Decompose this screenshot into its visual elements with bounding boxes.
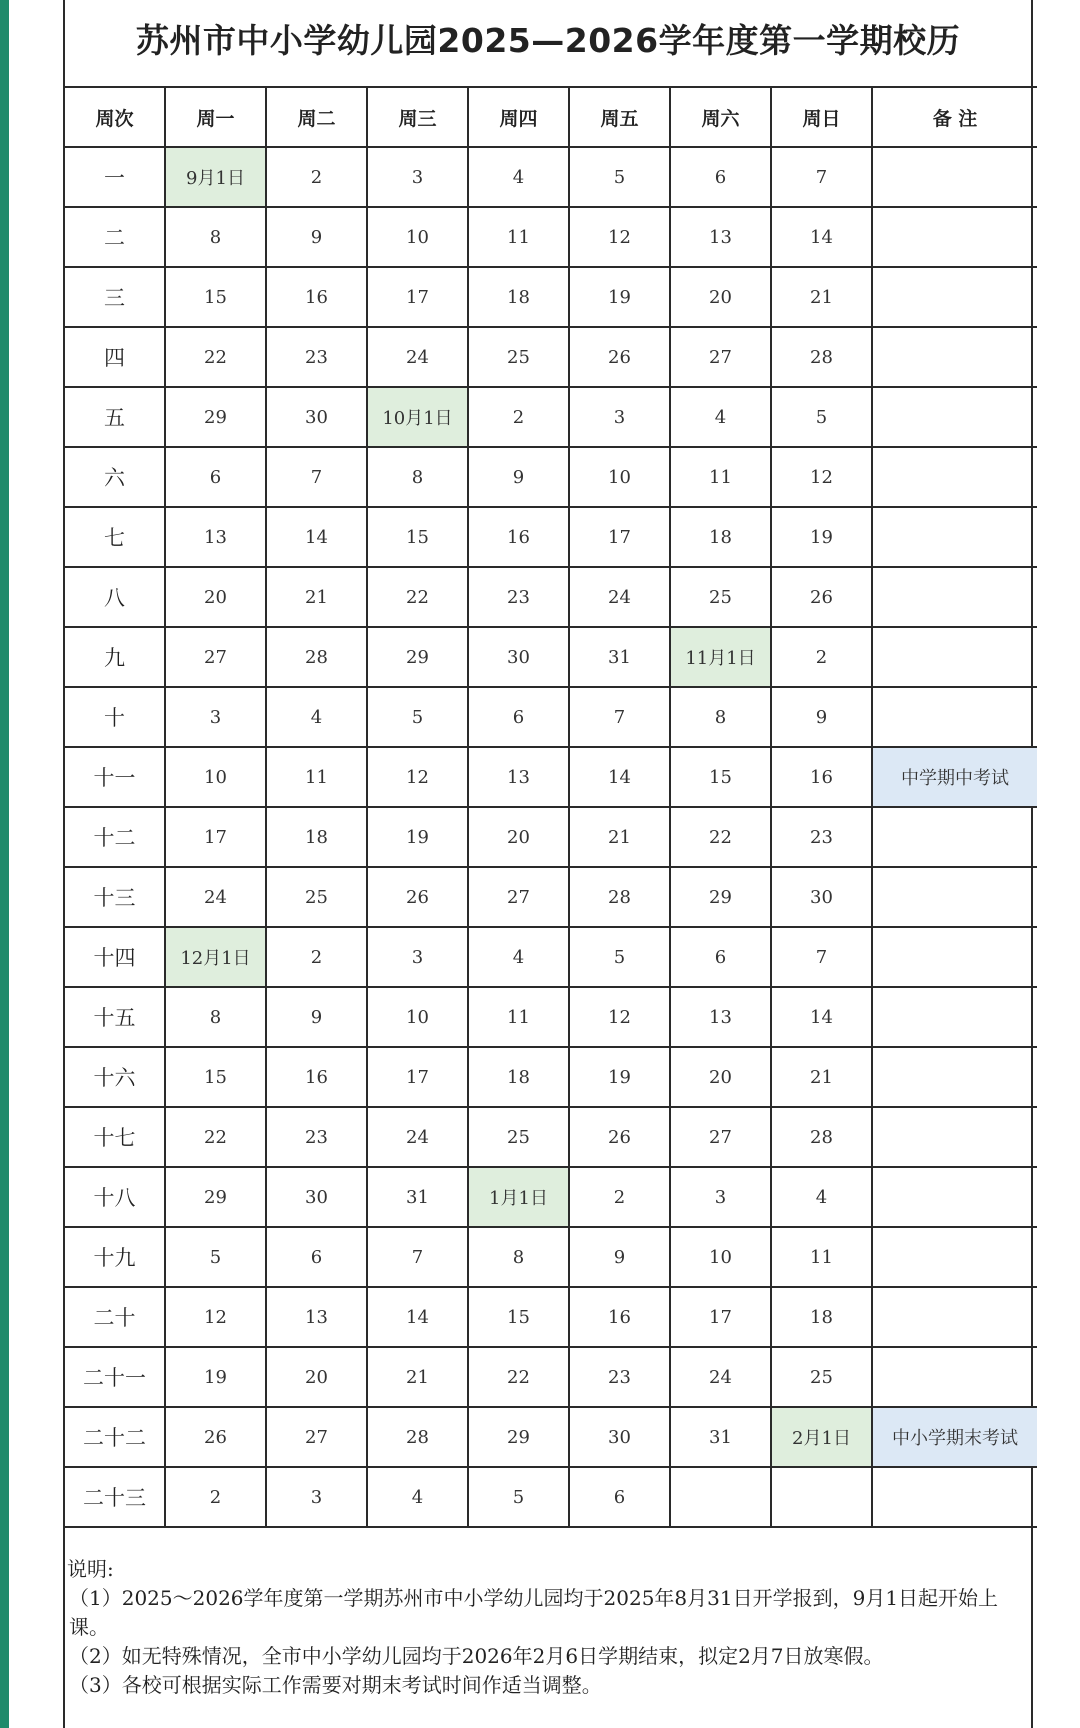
day-cell: 2: [266, 147, 367, 207]
week-number-cell: 二十三: [65, 1467, 165, 1527]
day-cell: 29: [165, 387, 266, 447]
week-row: [65, 327, 1037, 387]
day-cell: 2: [468, 387, 569, 447]
day-cell: 21: [771, 267, 872, 327]
week-number-cell: 十四: [65, 927, 165, 987]
day-cell: 9: [569, 1227, 670, 1287]
day-cell: 8: [468, 1227, 569, 1287]
note-cell: [872, 1047, 1037, 1107]
note-cell: [872, 1467, 1037, 1527]
note-cell: [872, 987, 1037, 1047]
day-cell: 19: [569, 1047, 670, 1107]
note-cell: [872, 447, 1037, 507]
week-number-cell: 九: [65, 627, 165, 687]
week-row: [65, 807, 1037, 867]
day-cell: 29: [367, 627, 468, 687]
week-row: [65, 1107, 1037, 1167]
day-cell: 18: [266, 807, 367, 867]
day-cell: 11: [468, 207, 569, 267]
note-cell: [872, 387, 1037, 447]
day-cell: 5: [569, 927, 670, 987]
day-cell: 8: [367, 447, 468, 507]
day-cell: 16: [771, 747, 872, 807]
day-cell: 28: [266, 627, 367, 687]
day-cell: 28: [771, 1107, 872, 1167]
week-number-cell: 二十二: [65, 1407, 165, 1467]
day-cell: 12: [569, 987, 670, 1047]
day-cell: 4: [468, 147, 569, 207]
day-cell: 11: [266, 747, 367, 807]
header-tue: 周二: [266, 87, 367, 147]
day-cell: 29: [165, 1167, 266, 1227]
note-cell: [872, 807, 1037, 867]
day-cell: 25: [771, 1347, 872, 1407]
day-cell: 23: [266, 1107, 367, 1167]
day-cell: 21: [367, 1347, 468, 1407]
week-number-cell: 四: [65, 327, 165, 387]
day-cell: 10: [165, 747, 266, 807]
week-number-cell: 二十: [65, 1287, 165, 1347]
note-cell: [872, 1167, 1037, 1227]
note-cell: [872, 567, 1037, 627]
day-cell: 30: [771, 867, 872, 927]
day-cell: 28: [367, 1407, 468, 1467]
day-cell: 13: [670, 207, 771, 267]
day-cell: 15: [468, 1287, 569, 1347]
day-cell: 27: [165, 627, 266, 687]
week-row: [65, 1467, 1037, 1527]
note-line-3: （3）各校可根据实际工作需要对期末考试时间作适当调整。: [69, 1673, 602, 1697]
day-cell: 7: [569, 687, 670, 747]
day-cell: 16: [569, 1287, 670, 1347]
header-thu: 周四: [468, 87, 569, 147]
day-cell: 20: [165, 567, 266, 627]
day-cell: 15: [165, 267, 266, 327]
week-row: [65, 507, 1037, 567]
day-cell: 31: [670, 1407, 771, 1467]
day-cell: 30: [266, 1167, 367, 1227]
note-cell: [872, 507, 1037, 567]
week-row: [65, 147, 1037, 207]
day-cell: 22: [165, 327, 266, 387]
week-number-cell: 三: [65, 267, 165, 327]
day-cell: 16: [266, 267, 367, 327]
header-fri: 周五: [569, 87, 670, 147]
day-cell: 5: [569, 147, 670, 207]
week-number-cell: 十八: [65, 1167, 165, 1227]
header-week: 周次: [65, 87, 165, 147]
day-cell: 4: [266, 687, 367, 747]
note-cell: [872, 627, 1037, 687]
note-cell: [872, 687, 1037, 747]
day-cell: 9: [771, 687, 872, 747]
day-cell: 26: [367, 867, 468, 927]
week-number-cell: 十三: [65, 867, 165, 927]
week-row: [65, 987, 1037, 1047]
day-cell: 22: [367, 567, 468, 627]
day-cell: 12: [165, 1287, 266, 1347]
day-cell: 11: [670, 447, 771, 507]
day-cell: 24: [367, 1107, 468, 1167]
week-row: [65, 1347, 1037, 1407]
week-number-cell: 七: [65, 507, 165, 567]
week-number-cell: 十: [65, 687, 165, 747]
week-number-cell: 十七: [65, 1107, 165, 1167]
day-cell: 5: [367, 687, 468, 747]
day-cell: 2: [266, 927, 367, 987]
day-cell: 15: [670, 747, 771, 807]
week-number-cell: 十五: [65, 987, 165, 1047]
day-cell: 30: [468, 627, 569, 687]
day-cell: 12: [771, 447, 872, 507]
week-row: [65, 387, 1037, 447]
day-cell: 19: [165, 1347, 266, 1407]
day-cell: 24: [367, 327, 468, 387]
day-cell: 9: [266, 987, 367, 1047]
day-cell: 13: [165, 507, 266, 567]
day-cell: 3: [266, 1467, 367, 1527]
week-row: [65, 687, 1037, 747]
day-cell: 6: [670, 927, 771, 987]
note-cell: [872, 1287, 1037, 1347]
day-cell: 14: [569, 747, 670, 807]
week-number-cell: 二十一: [65, 1347, 165, 1407]
day-cell: 15: [367, 507, 468, 567]
header-sun: 周日: [771, 87, 872, 147]
week-row: [65, 1287, 1037, 1347]
day-cell: 30: [569, 1407, 670, 1467]
day-cell: 24: [165, 867, 266, 927]
day-cell: 11: [771, 1227, 872, 1287]
header-wed: 周三: [367, 87, 468, 147]
day-cell: 14: [367, 1287, 468, 1347]
day-cell: 4: [771, 1167, 872, 1227]
day-cell: 13: [670, 987, 771, 1047]
week-number-cell: 十九: [65, 1227, 165, 1287]
day-cell: 18: [468, 267, 569, 327]
day-cell: 20: [670, 1047, 771, 1107]
note-line-1: （1）2025～2026学年度第一学期苏州市中小学幼儿园均于2025年8月31日开学报到，9月1日起开始上课。: [69, 1586, 999, 1639]
day-cell: 22: [670, 807, 771, 867]
day-cell: 3: [367, 927, 468, 987]
day-cell: [670, 1467, 771, 1527]
day-cell: 29: [670, 867, 771, 927]
day-cell: 23: [569, 1347, 670, 1407]
day-cell: 30: [266, 387, 367, 447]
day-cell: 7: [367, 1227, 468, 1287]
day-cell: 18: [468, 1047, 569, 1107]
note-cell: [872, 327, 1037, 387]
calendar-body: [65, 147, 1037, 1527]
week-number-cell: 六: [65, 447, 165, 507]
week-number-cell: 一: [65, 147, 165, 207]
week-row: [65, 1227, 1037, 1287]
day-cell: 18: [670, 507, 771, 567]
day-cell: 10: [569, 447, 670, 507]
day-cell: 12: [367, 747, 468, 807]
day-cell: 6: [165, 447, 266, 507]
day-cell: 3: [670, 1167, 771, 1227]
note-cell: [872, 1347, 1037, 1407]
day-cell: 3: [165, 687, 266, 747]
week-row: [65, 1167, 1037, 1227]
day-cell: 28: [569, 867, 670, 927]
day-cell: 7: [771, 147, 872, 207]
day-cell: 3: [569, 387, 670, 447]
day-cell: 26: [771, 567, 872, 627]
day-cell: 26: [165, 1407, 266, 1467]
note-cell: [872, 867, 1037, 927]
note-cell: 中小学期末考试: [872, 1407, 1037, 1467]
day-cell: 18: [771, 1287, 872, 1347]
day-cell: 17: [367, 1047, 468, 1107]
day-cell: 21: [771, 1047, 872, 1107]
day-cell: 31: [367, 1167, 468, 1227]
day-cell: 22: [468, 1347, 569, 1407]
day-cell: 31: [569, 627, 670, 687]
note-cell: [872, 1227, 1037, 1287]
day-cell: 27: [468, 867, 569, 927]
week-row: [65, 267, 1037, 327]
day-cell: 7: [266, 447, 367, 507]
day-cell: 27: [670, 1107, 771, 1167]
day-cell: 6: [569, 1467, 670, 1527]
week-row: [65, 1407, 1037, 1467]
day-cell: 9: [468, 447, 569, 507]
note-cell: [872, 1107, 1037, 1167]
day-cell: 16: [468, 507, 569, 567]
day-cell: 5: [165, 1227, 266, 1287]
left-accent-bar: [0, 0, 9, 1728]
week-row: [65, 567, 1037, 627]
school-calendar-table: [65, 86, 1037, 1528]
day-cell: 25: [266, 867, 367, 927]
day-cell: 17: [367, 267, 468, 327]
month-start-cell: 11月1日: [670, 627, 771, 687]
notes-section: [65, 1555, 1031, 1700]
day-cell: 10: [367, 207, 468, 267]
day-cell: 10: [670, 1227, 771, 1287]
note-cell: [872, 927, 1037, 987]
day-cell: 27: [266, 1407, 367, 1467]
day-cell: 25: [468, 327, 569, 387]
day-cell: 24: [670, 1347, 771, 1407]
week-number-cell: 二: [65, 207, 165, 267]
week-row: [65, 867, 1037, 927]
day-cell: 2: [569, 1167, 670, 1227]
day-cell: 27: [670, 327, 771, 387]
week-row: [65, 207, 1037, 267]
day-cell: 23: [468, 567, 569, 627]
day-cell: 20: [266, 1347, 367, 1407]
day-cell: 15: [165, 1047, 266, 1107]
week-number-cell: 五: [65, 387, 165, 447]
header-row: [65, 87, 1037, 147]
month-start-cell: 10月1日: [367, 387, 468, 447]
note-line-2: （2）如无特殊情况，全市中小学幼儿园均于2026年2月6日学期结束，拟定2月7日放寒假。: [69, 1644, 884, 1668]
month-start-cell: 12月1日: [165, 927, 266, 987]
note-cell: [872, 147, 1037, 207]
month-start-cell: 1月1日: [468, 1167, 569, 1227]
week-row: [65, 747, 1037, 807]
day-cell: 8: [670, 687, 771, 747]
day-cell: 7: [771, 927, 872, 987]
month-start-cell: 9月1日: [165, 147, 266, 207]
day-cell: 14: [771, 987, 872, 1047]
day-cell: [771, 1467, 872, 1527]
day-cell: 26: [569, 327, 670, 387]
day-cell: 26: [569, 1107, 670, 1167]
day-cell: 8: [165, 987, 266, 1047]
week-number-cell: 十六: [65, 1047, 165, 1107]
day-cell: 14: [266, 507, 367, 567]
day-cell: 10: [367, 987, 468, 1047]
day-cell: 13: [266, 1287, 367, 1347]
day-cell: 4: [367, 1467, 468, 1527]
day-cell: 22: [165, 1107, 266, 1167]
header-mon: 周一: [165, 87, 266, 147]
day-cell: 28: [771, 327, 872, 387]
day-cell: 13: [468, 747, 569, 807]
week-row: [65, 447, 1037, 507]
day-cell: 19: [569, 267, 670, 327]
week-number-cell: 十二: [65, 807, 165, 867]
day-cell: 16: [266, 1047, 367, 1107]
day-cell: 19: [367, 807, 468, 867]
week-row: [65, 627, 1037, 687]
day-cell: 19: [771, 507, 872, 567]
day-cell: 25: [468, 1107, 569, 1167]
day-cell: 5: [771, 387, 872, 447]
day-cell: 6: [266, 1227, 367, 1287]
day-cell: 8: [165, 207, 266, 267]
day-cell: 6: [468, 687, 569, 747]
day-cell: 24: [569, 567, 670, 627]
day-cell: 20: [670, 267, 771, 327]
day-cell: 9: [266, 207, 367, 267]
day-cell: 5: [468, 1467, 569, 1527]
day-cell: 3: [367, 147, 468, 207]
day-cell: 20: [468, 807, 569, 867]
day-cell: 21: [569, 807, 670, 867]
day-cell: 4: [468, 927, 569, 987]
day-cell: 25: [670, 567, 771, 627]
day-cell: 6: [670, 147, 771, 207]
month-start-cell: 2月1日: [771, 1407, 872, 1467]
day-cell: 14: [771, 207, 872, 267]
page-title: 苏州市中小学幼儿园2025—2026学年度第一学期校历: [135, 21, 961, 60]
day-cell: 17: [569, 507, 670, 567]
day-cell: 2: [165, 1467, 266, 1527]
note-cell: [872, 207, 1037, 267]
note-cell: 中学期中考试: [872, 747, 1037, 807]
day-cell: 2: [771, 627, 872, 687]
header-notes: 备 注: [872, 87, 1037, 147]
day-cell: 17: [165, 807, 266, 867]
day-cell: 11: [468, 987, 569, 1047]
day-cell: 17: [670, 1287, 771, 1347]
week-number-cell: 八: [65, 567, 165, 627]
day-cell: 21: [266, 567, 367, 627]
week-row: [65, 1047, 1037, 1107]
week-number-cell: 十一: [65, 747, 165, 807]
day-cell: 23: [266, 327, 367, 387]
note-cell: [872, 267, 1037, 327]
week-row: [65, 927, 1037, 987]
header-sat: 周六: [670, 87, 771, 147]
day-cell: 23: [771, 807, 872, 867]
day-cell: 29: [468, 1407, 569, 1467]
calendar-sheet: [63, 0, 1033, 1728]
day-cell: 12: [569, 207, 670, 267]
day-cell: 4: [670, 387, 771, 447]
notes-heading: 说明:: [67, 1557, 114, 1581]
